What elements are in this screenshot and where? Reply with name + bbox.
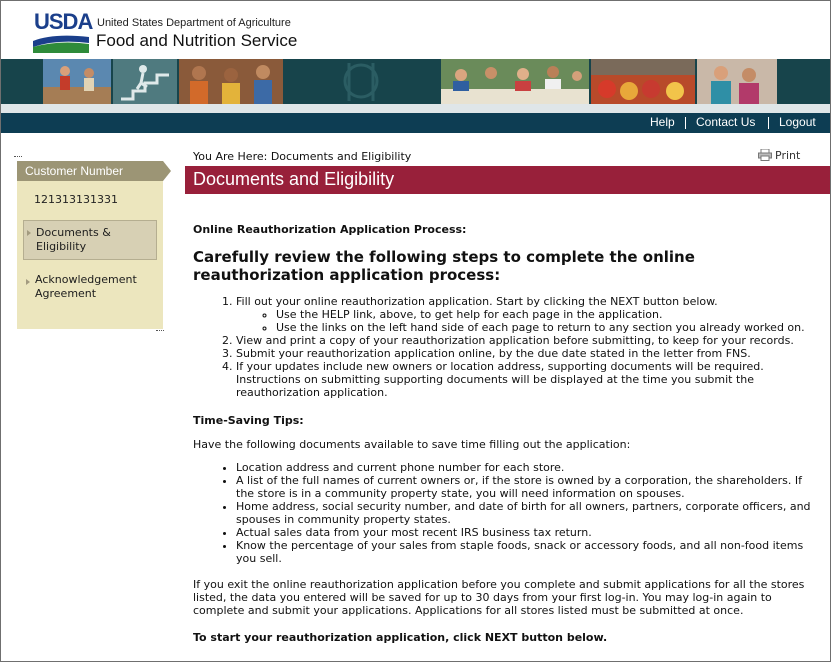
sidebar-item-label: Acknowledgement Agreement [35, 273, 137, 300]
tips-intro: Have the following documents available to save time filling out the application: [193, 438, 631, 451]
photo-kids-playing [43, 59, 111, 104]
contact-us-link[interactable]: Contact Us [696, 115, 756, 129]
list-item: ◦ Use the HELP link, above, to get help for each page in the application. [276, 308, 813, 321]
arrow-right-icon [26, 279, 30, 285]
photo-banner [1, 59, 830, 104]
sidebar-item-acknowledgement-agreement[interactable] [23, 271, 157, 303]
site-header [1, 1, 830, 59]
customer-number: 121313131331 [34, 193, 118, 206]
sidebar [17, 161, 163, 329]
photo-children-cheering [179, 59, 283, 104]
arrow-right-icon [27, 230, 31, 236]
printer-icon[interactable] [758, 149, 772, 161]
breadcrumb: You Are Here: Documents and Eligibility [193, 150, 412, 163]
utensils-graphic [331, 59, 391, 104]
sidebar-title [17, 161, 163, 181]
help-link[interactable]: Help [650, 115, 675, 129]
sidebar-item-documents-eligibility[interactable] [23, 220, 157, 260]
photo-fitness-icon [113, 59, 177, 104]
photo-family-dinner [441, 59, 589, 104]
logout-link[interactable]: Logout [779, 115, 816, 129]
list-item: • A list of the full names of current owners or, if the store is owned by a corporation, the shareholders. If the store is in a community property state, you will need information on spouses. [236, 474, 813, 500]
page-title-bar [185, 166, 830, 194]
department-name: United States Department of Agriculture [97, 17, 291, 29]
sidebar-title-tab [163, 161, 171, 181]
list-item: • Home address, social security number, and date of birth for all owners, partners, corporate officers, and spouses in community property states. [236, 500, 813, 526]
main-content [193, 223, 813, 644]
exit-note: If you exit the online reauthorization application before you complete and submit applications for all the stores listed, the data you entered will be saved for up to 30 days from your first log-in. You may log-in again to complete and submit your applications. Applications for all stores listed must be submitted at once. [193, 578, 805, 617]
list-item: 2. View and print a copy of your reauthorization application before submitting, to keep for your records. [236, 334, 813, 347]
photo-women-computer [697, 59, 777, 104]
agency-name: Food and Nutrition Service [96, 31, 298, 50]
usda-wordmark: USDA [34, 9, 93, 34]
corner-dots [14, 156, 22, 160]
substeps-list [236, 308, 813, 334]
page-title: Documents and Eligibility [193, 169, 395, 189]
print-link[interactable]: Print [775, 149, 801, 162]
list-item: 3. Submit your reauthorization application online, by the due date stated in the letter from FNS. [236, 347, 813, 360]
header-divider [1, 104, 830, 113]
tips-list [193, 461, 813, 565]
list-item: 4. If your updates include new owners or location address, supporting documents will be required. Instructions on submitting supporting documents will be displayed at the time you submit the reauthorization application. [236, 360, 813, 399]
nav-separator [768, 117, 769, 129]
list-item: • Location address and current phone number for each store. [236, 461, 813, 474]
start-instruction: To start your reauthorization application, click NEXT button below. [193, 631, 608, 644]
process-heading: Online Reauthorization Application Process: [193, 223, 467, 236]
sidebar-title-label: Customer Number [25, 164, 124, 178]
nav-separator [685, 117, 686, 129]
list-item: • Know the percentage of your sales from staple foods, snack or accessory foods, and all non-food items you sell. [236, 539, 813, 565]
list-item: • Actual sales data from your most recent IRS business tax return. [236, 526, 813, 539]
photo-produce [591, 59, 695, 104]
list-item: 1. Fill out your online reauthorization application. Start by clicking the NEXT button below. ◦ Use the HELP link, above, to get help for each page in the application. ◦ Use the links on the left hand side of each page to return to any section you already worked on. [236, 295, 813, 334]
tips-heading: Time-Saving Tips: [193, 414, 304, 427]
corner-dots [156, 330, 164, 334]
sidebar-item-label: Documents & Eligibility [36, 226, 111, 253]
steps-list [193, 295, 813, 399]
top-nav [1, 113, 830, 133]
list-item: ◦ Use the links on the left hand side of each page to return to any section you already worked on. [276, 321, 813, 334]
main-heading: Carefully review the following steps to complete the online reauthorization application process: [193, 248, 695, 284]
